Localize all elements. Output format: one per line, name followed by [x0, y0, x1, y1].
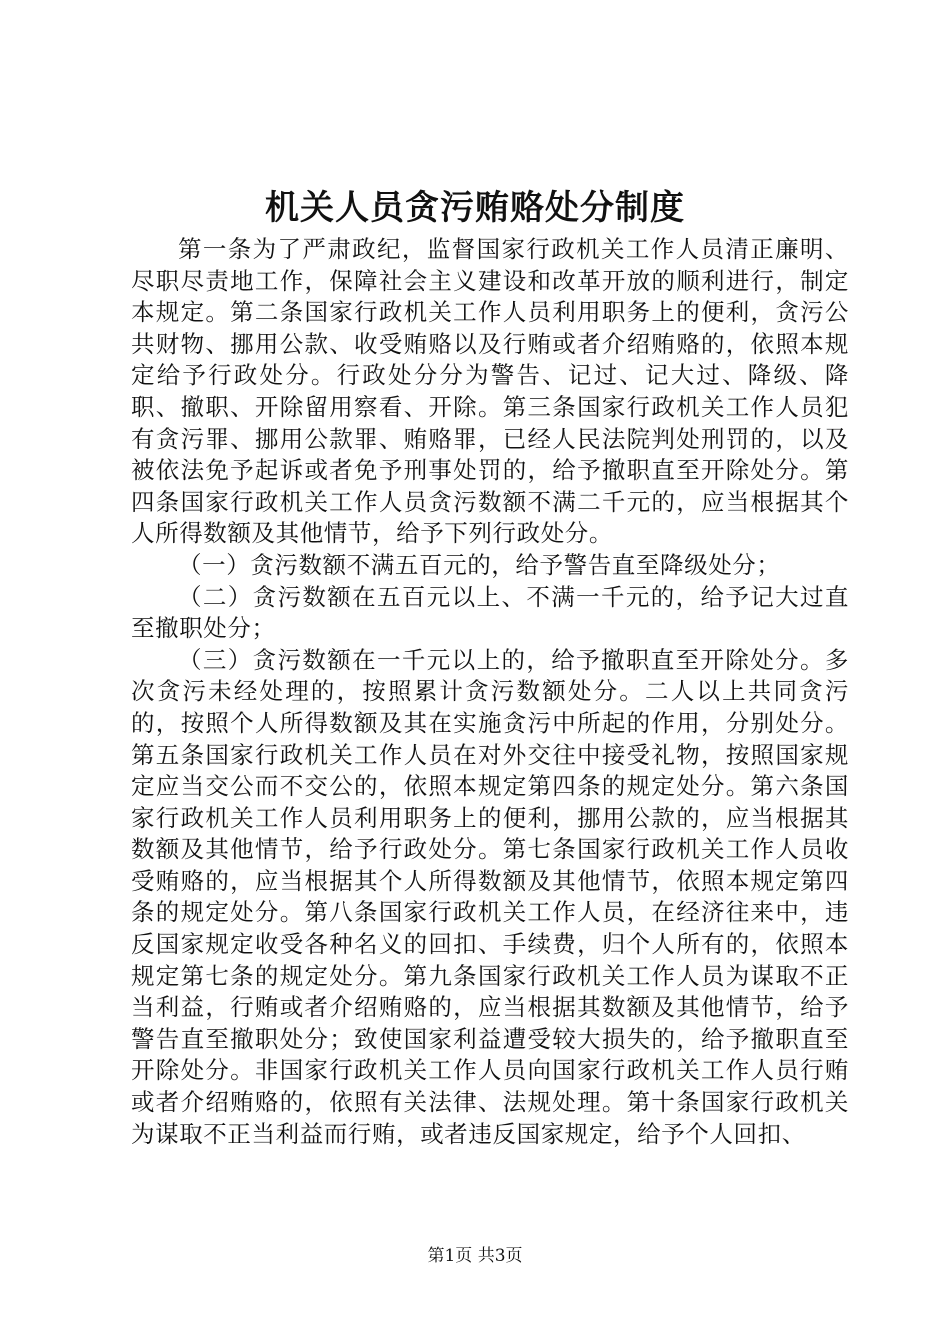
paragraph-item-1: （一）贪污数额不满五百元的，给予警告直至降级处分；: [178, 550, 781, 579]
paragraph-item-3-and-articles: （三）贪污数额在一千元以上的，给予撤职直至开除处分。多次贪污未经处理的，按照累计贪污数额处分。二人以上共同贪污的，按照个人所得数额及其在实施贪污中所起的作用，分别处分。第五条国家行政机关工作人员在对外交往中接受礼物，按照国家规定应当交公而不交公的，依照本规定第四条的规定处分。第六条国家行政机关工作人员利用职务上的便利，挪用公款的，应当根据其数额及其他情节，给予行政处分。第七条国家行政机关工作人员收受贿赂的，应当根据其个人所得数额及其他情节，依照本规定第四条的规定处分。第八条国家行政机关工作人员，在经济往来中，违反国家规定收受各种名义的回扣、手续费，归个人所有的，依照本规定第七条的规定处分。第九条国家行政机关工作人员为谋取不正当利益，行贿或者介绍贿赂的，应当根据其数额及其他情节，给予警告直至撤职处分；致使国家利益遭受较大损失的，给予撤职直至开除处分。非国家行政机关工作人员向国家行政机关工作人员行贿或者介绍贿赂的，依照有关法律、法规处理。第十条国家行政机关为谋取不正当利益而行贿，或者违反国家规定，给予个人回扣、: [131, 645, 849, 1148]
document-body: [131, 234, 849, 1150]
paragraph-articles-1-4: 第一条为了严肃政纪，监督国家行政机关工作人员清正廉明、尽职尽责地工作，保障社会主义建设和改革开放的顺利进行，制定本规定。第二条国家行政机关工作人员利用职务上的便利，贪污公共财物、挪用公款、收受贿赂以及行贿或者介绍贿赂的，依照本规定给予行政处分。行政处分分为警告、记过、记大过、降级、降职、撤职、开除留用察看、开除。第三条国家行政机关工作人员犯有贪污罪、挪用公款罪、贿赂罪，已经人民法院判处刑罚的，以及被依法免予起诉或者免予刑事处罚的，给予撤职直至开除处分。第四条国家行政机关工作人员贪污数额不满二千元的，应当根据其个人所得数额及其他情节，给予下列行政处分。: [131, 235, 849, 548]
paragraph-item-2: （二）贪污数额在五百元以上、不满一千元的，给予记大过直至撤职处分；: [131, 582, 849, 643]
page-footer: 第1页 共3页: [427, 1246, 523, 1266]
document-title: 机关人员贪污贿赂处分制度: [265, 188, 685, 228]
